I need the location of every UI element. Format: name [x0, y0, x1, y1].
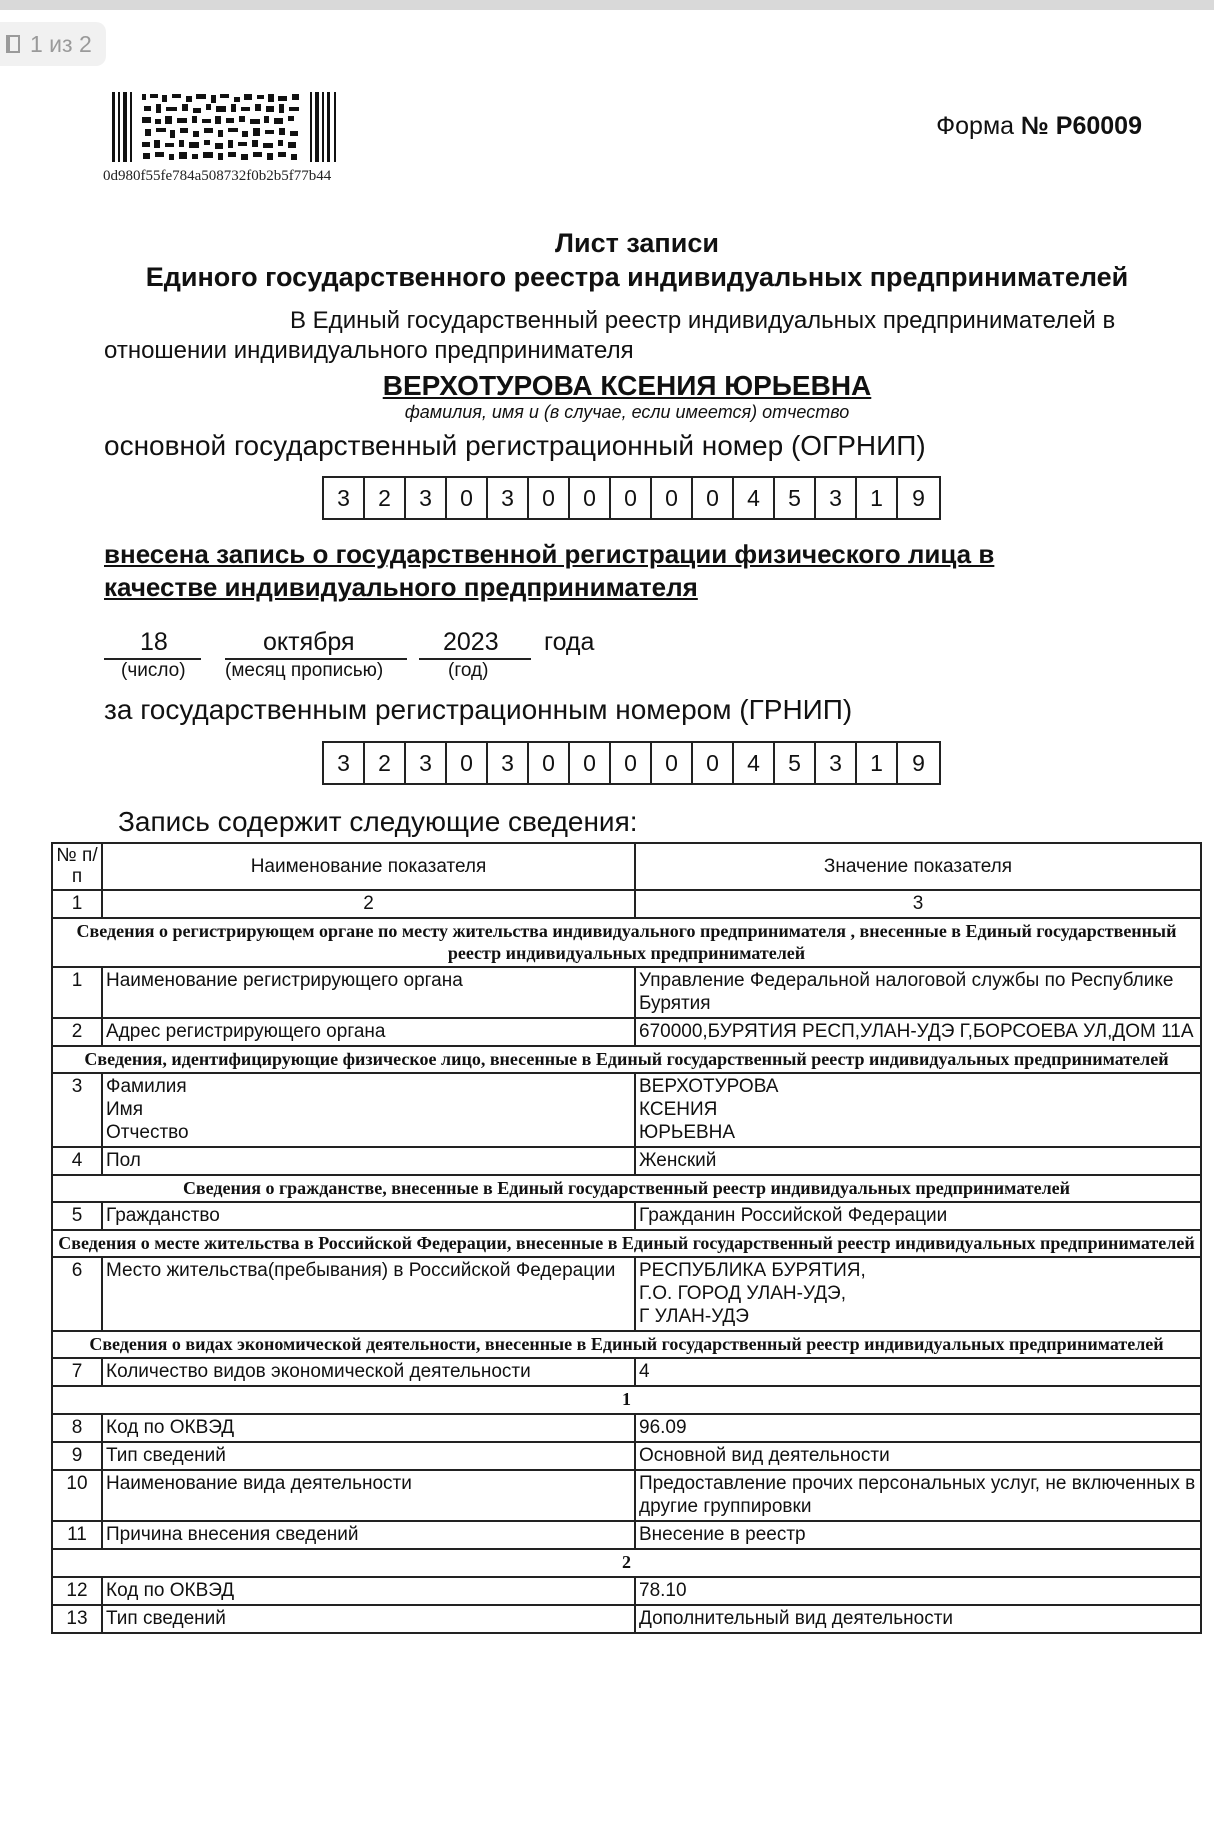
date-day: 18 — [140, 628, 168, 656]
record-statement-line-2: качестве индивидуального предпринимателя — [104, 572, 698, 602]
ogrnip-digit: 0 — [611, 478, 652, 518]
section-row — [52, 918, 1201, 967]
grnip-digit-grid — [322, 741, 941, 785]
ogrnip-digit: 3 — [488, 478, 529, 518]
date-year-caption: (год) — [448, 660, 489, 681]
row-number: 3 — [52, 1073, 102, 1147]
row-name: Тип сведений — [102, 1605, 635, 1633]
grnip-digit: 3 — [816, 743, 857, 783]
grnip-digit: 0 — [652, 743, 693, 783]
grnip-digit: 0 — [611, 743, 652, 783]
row-number: 11 — [52, 1521, 102, 1549]
full-name-caption: фамилия, имя и (в случае, если имеется) отчество — [404, 402, 850, 422]
row-number: 12 — [52, 1577, 102, 1605]
grnip-digit: 3 — [406, 743, 447, 783]
row-name: Пол — [102, 1147, 635, 1175]
row-value — [635, 1073, 1201, 1147]
row-name-line: Отчество — [106, 1122, 189, 1143]
record-statement — [104, 538, 994, 604]
table-row — [52, 1521, 1201, 1549]
form-code: № Р60009 — [1020, 112, 1142, 140]
page-thumbnails-icon[interactable] — [6, 35, 20, 53]
contains-label: Запись содержит следующие сведения: — [118, 806, 638, 837]
section-row — [52, 1331, 1201, 1358]
date-day-caption: (число) — [121, 660, 186, 681]
grnip-digit: 3 — [488, 743, 529, 783]
group-row — [52, 1386, 1201, 1414]
row-value: 4 — [635, 1358, 1201, 1386]
ogrnip-digit: 0 — [570, 478, 611, 518]
row-value-line: Г.О. ГОРОД УЛАН-УДЭ, — [639, 1283, 846, 1304]
row-value: Управление Федеральной налоговой службы по Республике Бурятия — [635, 967, 1201, 1018]
row-value: Основной вид деятельности — [635, 1442, 1201, 1470]
viewer-top-bar — [0, 0, 1214, 10]
row-name-line: Имя — [106, 1099, 144, 1120]
row-name — [102, 1073, 635, 1147]
table-row — [52, 1358, 1201, 1386]
table-row — [52, 1414, 1201, 1442]
row-value: 96.09 — [635, 1414, 1201, 1442]
row-value — [635, 1257, 1201, 1331]
column-number: 2 — [102, 890, 635, 918]
grnip-digit: 0 — [693, 743, 734, 783]
page-counter: 1 из 2 — [30, 30, 92, 57]
ogrnip-digit: 2 — [365, 478, 406, 518]
row-value-line: КСЕНИЯ — [639, 1099, 718, 1120]
grnip-digit: 9 — [912, 749, 925, 776]
table-row — [52, 967, 1201, 1018]
row-name: Адрес регистрирующего органа — [102, 1018, 635, 1046]
row-name: Тип сведений — [102, 1442, 635, 1470]
column-number: 3 — [635, 890, 1201, 918]
table-row — [52, 1018, 1201, 1046]
row-value-line: ЮРЬЕВНА — [639, 1122, 736, 1143]
table-row — [52, 1257, 1201, 1331]
document-title: Лист записи — [555, 228, 719, 258]
date-year: 2023 — [443, 628, 499, 656]
ogrnip-digit: 0 — [529, 478, 570, 518]
table-row — [52, 1073, 1201, 1147]
grnip-label: за государственным регистрационным номером (ГРНИП) — [104, 694, 853, 725]
table-row — [52, 1577, 1201, 1605]
grnip-digit: 3 — [324, 743, 365, 783]
column-number: 1 — [52, 890, 102, 918]
row-value: Предоставление прочих персональных услуг, не включенных в другие группировки — [635, 1470, 1201, 1521]
grnip-digit: 4 — [734, 743, 775, 783]
column-numbers-row — [52, 890, 1201, 918]
activity-group-number: 2 — [52, 1549, 1201, 1577]
section-heading: Сведения о видах экономической деятельности, внесенные в Единый государственный реестр индивидуальных предпринимателей — [52, 1331, 1201, 1358]
row-value-line: Г УЛАН-УДЭ — [639, 1306, 749, 1327]
section-row — [52, 1175, 1201, 1202]
date-month: октября — [263, 628, 355, 656]
row-value: 670000,БУРЯТИЯ РЕСП,УЛАН-УДЭ Г,БОРСОЕВА УЛ,ДОМ 11А — [635, 1018, 1201, 1046]
row-value: Гражданин Российской Федерации — [635, 1202, 1201, 1230]
section-heading: Сведения о месте жительства в Российской Федерации, внесенные в Единый государственный реестр индивидуальных предпринимателей — [52, 1230, 1201, 1257]
row-name: Количество видов экономической деятельности — [102, 1358, 635, 1386]
row-value: 78.10 — [635, 1577, 1201, 1605]
section-heading: Сведения, идентифицирующие физическое лицо, внесенные в Единый государственный реестр индивидуальных предпринимателей — [52, 1046, 1201, 1073]
ogrnip-digit: 0 — [693, 478, 734, 518]
header-value: Значение показателя — [635, 843, 1201, 890]
row-value: Женский — [635, 1147, 1201, 1175]
table-row — [52, 1202, 1201, 1230]
row-value: Внесение в реестр — [635, 1521, 1201, 1549]
grnip-digit: 1 — [857, 743, 898, 783]
date-suffix: года — [544, 628, 595, 656]
form-prefix: Форма — [936, 112, 1015, 140]
ogrnip-digit: 0 — [447, 478, 488, 518]
row-number: 1 — [52, 967, 102, 1018]
grnip-digit: 5 — [775, 743, 816, 783]
row-number: 4 — [52, 1147, 102, 1175]
section-row — [52, 1046, 1201, 1073]
row-name: Наименование регистрирующего органа — [102, 967, 635, 1018]
ogrnip-digit: 9 — [912, 484, 925, 511]
group-row — [52, 1549, 1201, 1577]
grnip-digit: 0 — [570, 743, 611, 783]
row-name: Гражданство — [102, 1202, 635, 1230]
section-row — [52, 1230, 1201, 1257]
ogrnip-digit: 0 — [652, 478, 693, 518]
row-name: Место жительства(пребывания) в Российской Федерации — [102, 1257, 635, 1331]
row-number: 8 — [52, 1414, 102, 1442]
barcode-image — [112, 92, 338, 162]
table-header-row — [52, 843, 1201, 890]
grnip-digit: 2 — [365, 743, 406, 783]
document-subtitle: Единого государственного реестра индивидуальных предпринимателей — [145, 262, 1129, 292]
row-name: Код по ОКВЭД — [102, 1577, 635, 1605]
form-number — [936, 112, 1142, 141]
row-name: Наименование вида деятельности — [102, 1470, 635, 1521]
row-number: 5 — [52, 1202, 102, 1230]
record-details-table — [51, 842, 1202, 1634]
entrepreneur-full-name: ВЕРХОТУРОВА КСЕНИЯ ЮРЬЕВНА — [382, 370, 872, 401]
row-number: 6 — [52, 1257, 102, 1331]
date-month-caption: (месяц прописью) — [225, 660, 384, 681]
row-name: Код по ОКВЭД — [102, 1414, 635, 1442]
table-row — [52, 1147, 1201, 1175]
row-number: 9 — [52, 1442, 102, 1470]
section-heading: Сведения о регистрирующем органе по месту жительства индивидуального предпринимателя , внесенные в Единый государственный реестр индивидуальных предпринимателей — [52, 918, 1201, 967]
grnip-digit: 0 — [529, 743, 570, 783]
table-row — [52, 1470, 1201, 1521]
ogrnip-digit: 5 — [775, 478, 816, 518]
row-number: 13 — [52, 1605, 102, 1633]
row-value-line: РЕСПУБЛИКА БУРЯТИЯ, — [639, 1260, 866, 1281]
intro-text: В Единый государственный реестр индивидуальных предпринимателей в отношении индивидуального предпринимателя — [104, 307, 1116, 364]
ogrnip-digit: 3 — [816, 478, 857, 518]
grnip-digit: 0 — [447, 743, 488, 783]
table-row — [52, 1442, 1201, 1470]
table-row — [52, 1605, 1201, 1633]
row-number: 10 — [52, 1470, 102, 1521]
row-value-line: ВЕРХОТУРОВА — [639, 1076, 779, 1097]
row-name-line: Фамилия — [106, 1076, 187, 1097]
barcode-hash: 0d980f55fe784a508732f0b2b5f77b44 — [103, 168, 332, 184]
header-num: № п/п — [52, 843, 102, 890]
ogrnip-digit: 3 — [406, 478, 447, 518]
section-heading: Сведения о гражданстве, внесенные в Единый государственный реестр индивидуальных предпринимателей — [52, 1175, 1201, 1202]
row-name: Причина внесения сведений — [102, 1521, 635, 1549]
activity-group-number: 1 — [52, 1386, 1201, 1414]
row-number: 2 — [52, 1018, 102, 1046]
page-counter-chip[interactable] — [0, 22, 106, 66]
ogrnip-digit-grid — [322, 476, 941, 520]
ogrnip-digit: 3 — [324, 478, 365, 518]
record-statement-line-1: внесена запись о государственной регистрации физического лица в — [104, 539, 995, 569]
ogrnip-digit: 4 — [734, 478, 775, 518]
ogrnip-digit: 1 — [857, 478, 898, 518]
header-name: Наименование показателя — [102, 843, 635, 890]
row-value: Дополнительный вид деятельности — [635, 1605, 1201, 1633]
row-number: 7 — [52, 1358, 102, 1386]
ogrnip-label: основной государственный регистрационный номер (ОГРНИП) — [104, 430, 926, 461]
